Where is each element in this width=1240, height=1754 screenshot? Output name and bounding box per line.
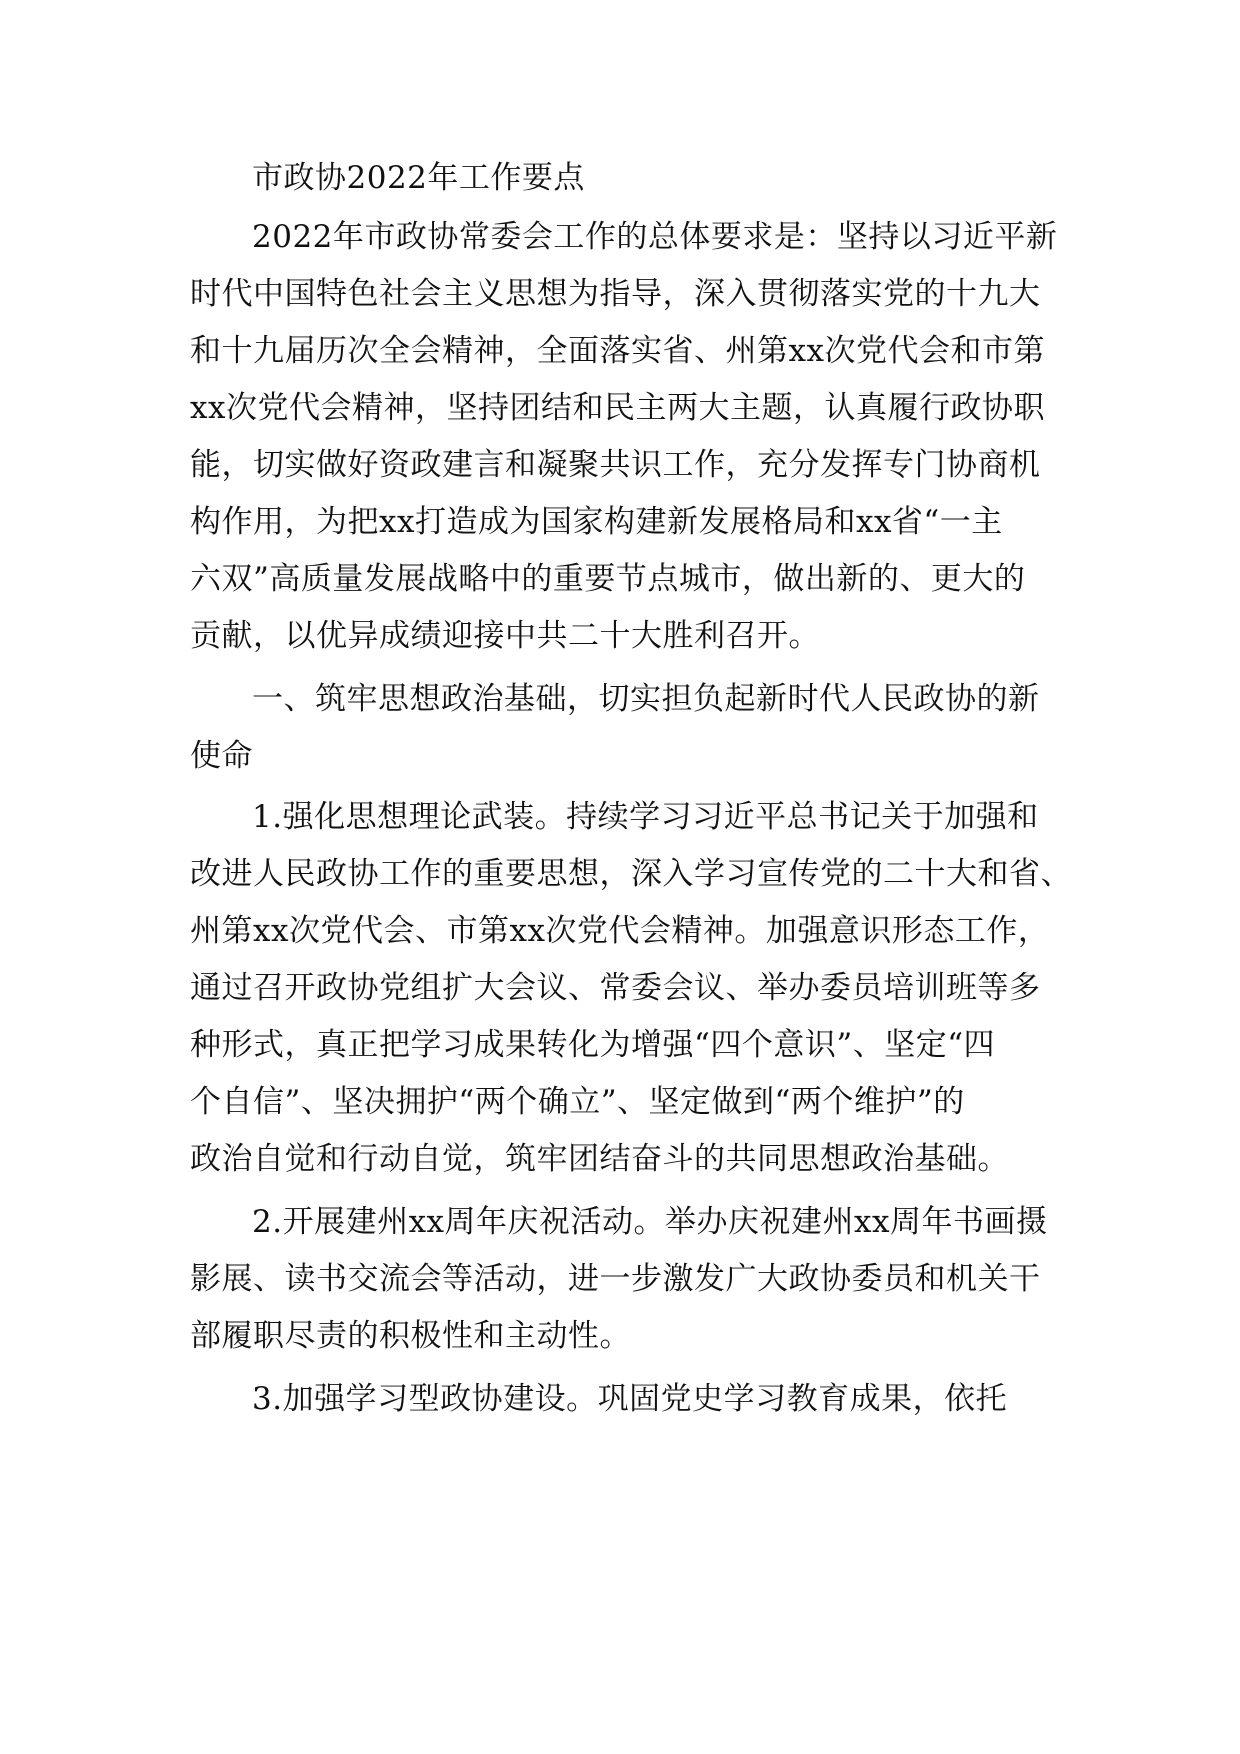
paragraph-line: 个自信”、坚决拥护“两个确立”、坚定做到“两个维护”的 (190, 1084, 965, 1120)
paragraph-line: 2022年市政协常委会工作的总体要求是：坚持以习近平新 (252, 219, 1058, 255)
paragraph-line: 构作用，为把xx打造成为国家构建新发展格局和xx省“一主 (190, 504, 1003, 540)
paragraph-line: 3.加强学习型政协建设。巩固党史学习教育成果，依托 (252, 1381, 1008, 1417)
paragraph-line: 改进人民政协工作的重要思想，深入学习宣传党的二十大和省、 (190, 856, 1072, 892)
paragraph-line: 六双”高质量发展战略中的重要节点城市，做出新的、更大的 (190, 561, 1026, 597)
document-title: 市政协2022年工作要点 (252, 160, 585, 196)
paragraph-line: 种形式，真正把学习成果转化为增强“四个意识”、坚定“四 (190, 1027, 996, 1063)
paragraph-line: 部履职尽责的积极性和主动性。 (190, 1318, 631, 1354)
paragraph-line: 能，切实做好资政建言和凝聚共识工作，充分发挥专门协商机 (190, 447, 1041, 483)
paragraph-line: xx次党代会精神，坚持团结和民主两大主题，认真履行政协职 (190, 390, 1045, 426)
paragraph-line: 和十九届历次全会精神，全面落实省、州第xx次党代会和市第 (190, 333, 1045, 369)
paragraph-line: 时代中国特色社会主义思想为指导，深入贯彻落实党的十九大 (190, 276, 1041, 312)
section-heading-line: 使命 (190, 738, 253, 774)
paragraph-line: 1.强化思想理论武装。持续学习习近平总书记关于加强和 (252, 799, 1039, 835)
paragraph-line: 州第xx次党代会、市第xx次党代会精神。加强意识形态工作， (190, 913, 1050, 949)
paragraph-line: 政治自觉和行动自觉，筑牢团结奋斗的共同思想政治基础。 (190, 1141, 1009, 1177)
paragraph-line: 2.开展建州xx周年庆祝活动。举办庆祝建州xx周年书画摄 (252, 1204, 1048, 1240)
paragraph-line: 贡献，以优异成绩迎接中共二十大胜利召开。 (190, 618, 820, 654)
paragraph-line: 影展、读书交流会等活动，进一步激发广大政协委员和机关干 (190, 1261, 1041, 1297)
paragraph-line: 通过召开政协党组扩大会议、常委会议、举办委员培训班等多 (190, 970, 1041, 1006)
section-heading-line: 一、筑牢思想政治基础，切实担负起新时代人民政协的新 (252, 681, 1040, 717)
